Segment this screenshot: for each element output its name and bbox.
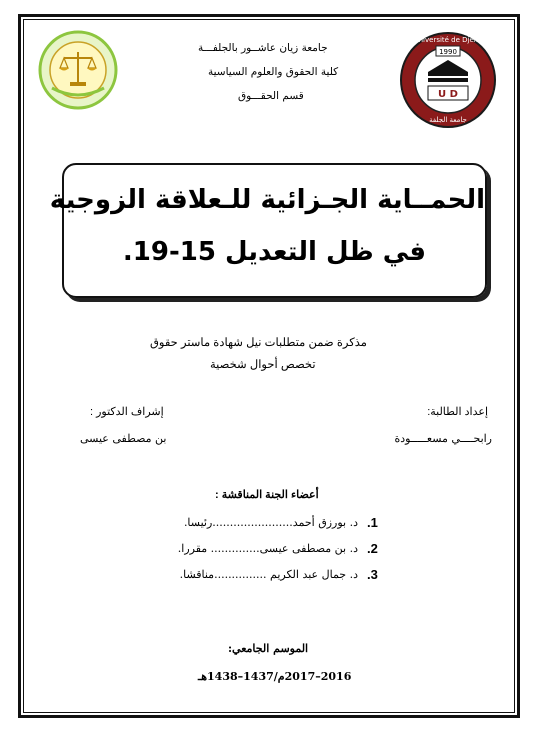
committee-member: د. بورزق أحمد.......................رئيسا.	[183, 516, 358, 529]
university-logo	[398, 30, 498, 130]
member-number: 3.	[367, 567, 378, 582]
logo-year: 1990	[439, 48, 457, 56]
department-name: قسم الحقـــوق	[238, 90, 304, 102]
committee-member: د. جمال عبد الكريم ...............مناقشا.	[179, 568, 358, 581]
supervisor-label: إشراف الدكتور :	[90, 406, 164, 418]
supervisor-name: بن مصطفى عيسى	[80, 432, 167, 445]
thesis-title-line-2: في ظل التعديل 15-19.	[122, 237, 427, 267]
logo-letters: U D	[438, 89, 458, 100]
thesis-title-line-1: الحمــاية الجـزائية للـعلاقة الزوجية	[49, 185, 485, 215]
title-box	[49, 163, 487, 298]
season-years: 2016–2017م/1437–1438هـ	[198, 670, 352, 683]
university-name: جامعة زيان عاشــور بالجلفـــة	[198, 42, 328, 54]
faculty-name: كلية الحقوق والعلوم السياسية	[208, 66, 339, 78]
member-number: 1.	[367, 515, 378, 530]
memo-description: مذكرة ضمن متطلبات نيل شهادة ماستر حقوق	[150, 337, 367, 349]
specialization: تخصص أحوال شخصية	[210, 359, 316, 371]
season-label: الموسم الجامعي:	[228, 642, 309, 655]
member-number: 2.	[367, 541, 378, 556]
committee-title: أعضاء الجنة المناقشة :	[215, 489, 319, 501]
faculty-logo	[38, 30, 118, 110]
svg-text:جامعة الجلفة: جامعة الجلفة	[429, 116, 467, 124]
svg-text:Université de Djelfa: Université de Djelfa	[413, 36, 483, 44]
student-name: رابحــــي مسعـــــودة	[394, 432, 492, 445]
committee-member: د. بن مصطفى عيسى.............. مقررا.	[177, 542, 358, 555]
prepared-by-label: إعداد الطالبة:	[427, 406, 488, 418]
